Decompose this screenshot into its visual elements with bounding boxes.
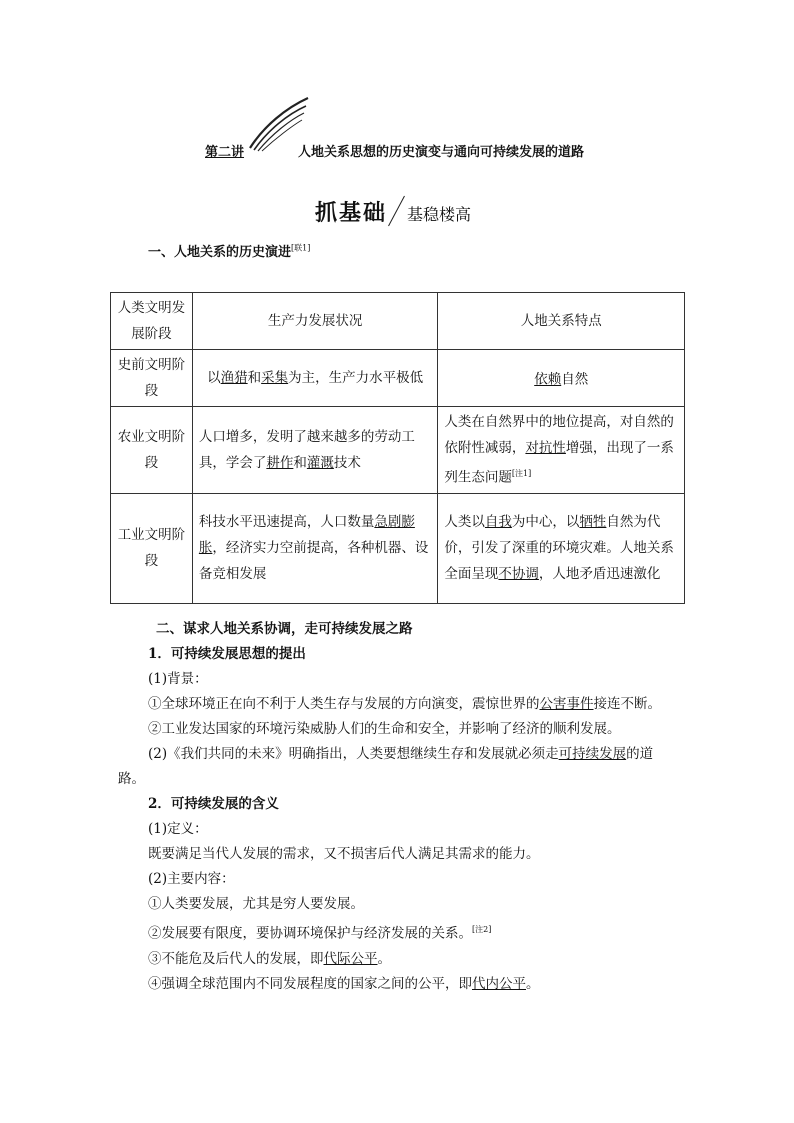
subsection-1-title: 1．可持续发展思想的提出 [148,646,306,662]
content-item-2: ②发展要有限度，要协调环境保护与经济发展的关系。[注2] [148,925,492,942]
table-header-cell: 人地关系特点 [438,293,685,350]
table-row [111,493,685,603]
definition-label: (1)定义： [148,821,208,837]
definition-text: 既要满足当代人发展的需求，又不损害后代人满足其需求的能力。 [148,846,540,862]
stage-cell: 工业文明阶段 [111,493,193,603]
table-header-cell: 人类文明发展阶段 [111,293,193,350]
relation-cell: 人类以自我为中心，以牺牲自然为代价，引发了深重的环境灾难。人地关系全面呈现不协调，人地矛盾迅速激化 [438,493,685,603]
stage-cell: 史前文明阶段 [111,350,193,407]
table-row [111,350,685,407]
lecture-number: 第二讲 [205,145,245,160]
stage-cell: 农业文明阶段 [111,407,193,494]
relation-cell: 人类在自然界中的地位提高，对自然的依附性减弱，对抗性增强，出现了一系列生态问题[注1] [438,407,685,494]
background-item-2: ②工业发达国家的环境污染威胁人们的生命和安全，并影响了经济的顺利发展。 [148,721,621,737]
lecture-title: 人地关系思想的历史演变与通向可持续发展的道路 [298,145,585,160]
section-2-title: 二、谋求人地关系协调，走可持续发展之路 [156,621,413,637]
table-row [111,407,685,494]
relation-cell: 依赖自然 [438,350,685,407]
content-item-3: ③不能危及后代人的发展，即代际公平。 [148,950,391,967]
section-1-note: [联1] [291,243,311,253]
section-2 [118,617,661,997]
content-item-1: ①人类要发展，尤其是穷人要发展。 [148,896,364,912]
table-header-cell: 生产力发展状况 [192,293,438,350]
paragraph-2-line-2: 路。 [118,771,145,787]
productivity-cell: 以渔猎和采集为主，生产力水平极低 [192,350,438,407]
section-banner [315,196,471,227]
history-table [110,292,685,604]
subsection-2-title: 2．可持续发展的含义 [148,796,279,812]
table-header-row [111,293,685,350]
banner-sub: 基稳楼高 [407,205,472,224]
section-1-title: 一、人地关系的历史演进[联1] [148,243,311,260]
banner-divider [387,196,407,226]
background-label: (1)背景： [148,671,208,687]
background-item-1: ①全球环境正在向不利于人类生存与发展的方向演变，震惊世界的公害事件接连不断。 [148,696,661,712]
content-item-4: ④强调全球范围内不同发展程度的国家之间的公平，即代内公平。 [148,975,540,992]
productivity-cell: 科技水平迅速提高，人口数量急剧膨胀，经济实力空前提高，各种机器、设备竞相发展 [192,493,438,603]
paragraph-2-line-1: (2)《我们共同的未来》明确指出，人类要想继续生存和发展就必须走可持续发展的道 [148,746,654,762]
banner-main: 抓基础 [315,201,388,226]
lecture-heading [205,141,584,160]
main-content-label: (2)主要内容： [148,871,235,887]
productivity-cell: 人口增多，发明了越来越多的劳动工具，学会了耕作和灌溉技术 [192,407,438,494]
